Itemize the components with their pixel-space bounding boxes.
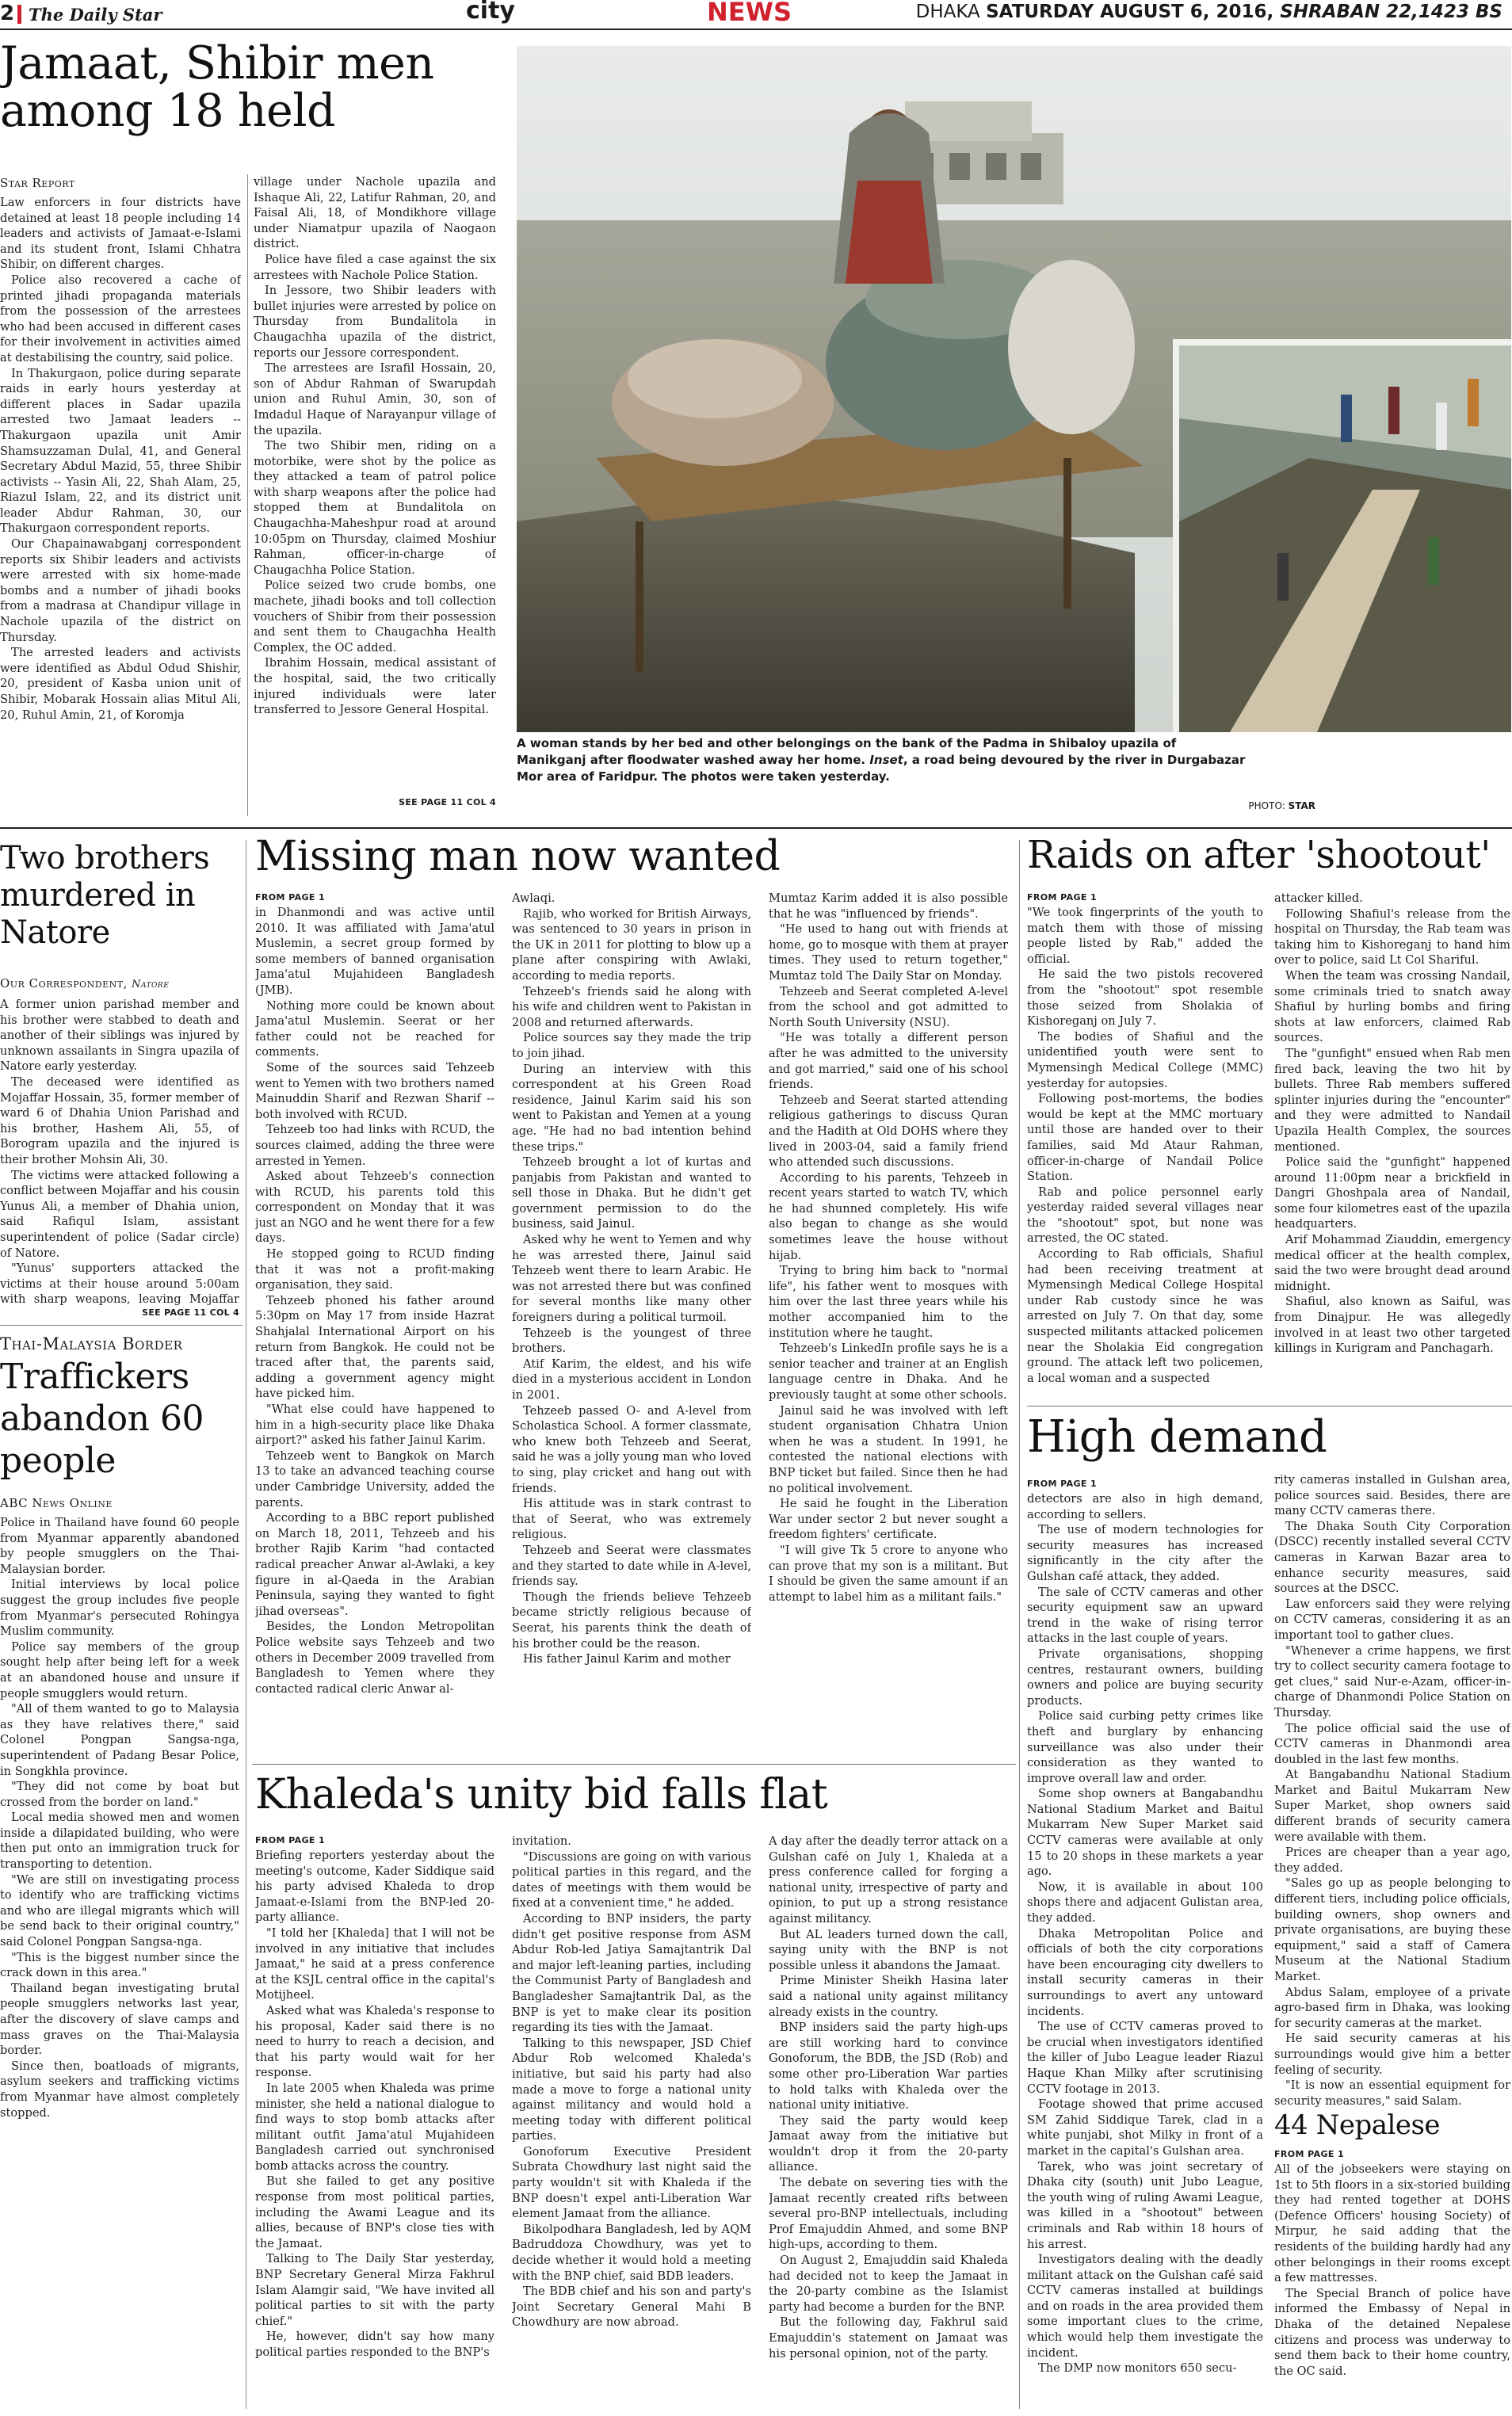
body-paragraph: When the team was crossing Nandail, some criminals tried to snatch away Shafiul by hurling bombs and firing shots at law enforcers, claimed Rab sources. [1274, 968, 1510, 1045]
body-paragraph: Thailand began investigating brutal people smugglers networks last year, after the discovery of slave camps and mass graves on the Thai-Malaysia border. [0, 1981, 239, 2058]
body-paragraph: Tehzeeb's friends said he along with his wife and children went to Pakistan in 2008 and returned afterwards. [512, 984, 751, 1029]
body-paragraph: Police say members of the group sought help after being left for a week at an abandoned house and unsure if people smugglers would return. [0, 1639, 239, 1700]
body-paragraph: Police sources say they made the trip to join jihad. [512, 1031, 751, 1060]
body-paragraph: Briefing reporters yesterday about the meeting's outcome, Kader Siddique said his party advised Khaleda to drop Jamaat-e-Islami from the BNP-led 20-party alliance. [255, 1849, 494, 1925]
khaleda-column-2 [512, 1834, 751, 2410]
brothers-headline: Two brothers murdered in Natore [0, 840, 210, 952]
body-paragraph: In late 2005 when Khaleda was prime minister, she held a national dialogue to find ways to stop bomb attacks after militant outfit Jama'atul Mujahideen Bangladesh carried out synchronised bomb attacks across the country. [255, 2081, 494, 2173]
body-paragraph: Tehzeeb phoned his father around 5:30pm on May 17 from inside Hazrat Shahjalal International Airport on his return from Bangkok. He could not be traced after that, the parents said, adding a government agency might have picked him. [255, 1293, 494, 1401]
dateline-bangla-date: SHRABAN 22,1423 BS [1280, 2, 1502, 22]
body-paragraph: Police have filed a case against the six arrestees with Nachole Police Station. [254, 252, 496, 282]
demand-from-page: FROM PAGE 1 [1027, 1479, 1098, 1489]
missing-column-2 [512, 891, 751, 1759]
body-paragraph: On August 2, Emajuddin said Khaleda had decided not to keep the Jamaat in the 20-party combine as the Islamist party had become a burden for the BNP. [769, 2254, 1008, 2314]
body-paragraph: "It is now an essential equipment for security measures," said Salam. [1274, 2078, 1510, 2108]
jamaat-headline: Jamaat, Shibir men among 18 held [0, 37, 434, 138]
body-paragraph: The deceased were identified as Mojaffar Hossain, 35, former member of ward 6 of Dhahia Union Parishad and his brother, Hashem Ali, 55, of Borogram upazila and the injured is their brother Mohsin Ali, 30. [0, 1074, 239, 1166]
brothers-byline [0, 976, 238, 990]
body-paragraph: Talking to this newspaper, JSD Chief Abdur Rob welcomed Khaleda's initiative, but said his party had also made a move to forge a national unity against militancy and would hold a meeting today with different political parties. [512, 2036, 751, 2143]
body-paragraph: Police seized two crude bombs, one machete, jihadi books and toll collection vouchers of Shibir from their possession and sent them to Chaugachha Health Complex, the OC added. [254, 578, 496, 655]
body-paragraph: Footage showed that prime accused SM Zahid Siddique Tarek, clad in a white punjabi, shot Milky in front of a market in the capital's Gulshan area. [1027, 2097, 1263, 2158]
section-rule [0, 827, 1512, 829]
missing-from-page: FROM PAGE 1 [255, 892, 326, 903]
missing-headline: Missing man now wanted [255, 833, 781, 880]
section-label: city [466, 0, 515, 25]
body-paragraph: According to a BBC report published on March 18, 2011, Tehzeeb and his brother Rajib Karim "had contacted radical preacher Anwar al-Awlaki, a key figure in al-Qaeda in the Arabian Peninsula, saying they wanted to fight jihad overseas". [255, 1511, 494, 1618]
caption-inset-label: Inset [869, 753, 903, 767]
body-paragraph: The Special Branch of police have informed the Embassy of Nepal in Dhaka of the detained Nepalese citizens and process was underway to send them back to their home country, the OC said. [1274, 2286, 1510, 2378]
body-paragraph: He said he fought in the Liberation War under sector 2 but never sought a freedom fighters' certificate. [769, 1497, 1008, 1542]
body-paragraph: Tarek, who was joint secretary of Dhaka city (south) unit Jubo League, the youth wing of ruling Awami League, was killed in a "shootout" between criminals and Rab within 18 hours of his arrest. [1027, 2159, 1263, 2251]
jamaat-column-1 [0, 195, 241, 815]
body-paragraph: rity cameras installed in Gulshan area, police sources said. Besides, there are many CCTV cameras there. [1274, 1473, 1510, 1518]
body-paragraph: Jainul said he was involved with left student organisation Chhatra Union when he was a student. In 1991, he contested the national elections with BNP ticket but failed. Since then he had no political involvement. [769, 1403, 1008, 1495]
body-paragraph: He said the two pistols recovered from the "shootout" spot resemble those seized from Sholakia of Kishoreganj on July 7. [1027, 968, 1263, 1029]
body-paragraph: "Sales go up as people belonging to different tiers, including police officials, building owners, shop owners and private organisations, are buying these equipment," said a staff of Camera Museum at the National Stadium Market. [1274, 1876, 1510, 1983]
body-paragraph: The two Shibir men, riding on a motorbike, were shot by the police as they attacked a team of patrol police with sharp weapons after the police had stopped them at Bundalitola on Chaugachha-Maheshpur road at around 10:05pm on Thursday, claimed Moshiur Rahman, officer-in-charge of Chaugachha Police Station. [254, 439, 496, 577]
dateline-date: SATURDAY AUGUST 6, 2016, [986, 2, 1281, 22]
body-paragraph: Police in Thailand have found 60 people from Myanmar apparently abandoned by people smugglers on the Thai-Malaysian border. [0, 1516, 239, 1576]
body-paragraph: Talking to The Daily Star yesterday, BNP Secretary General Mirza Fakhrul Islam Alamgir said, "We have invited all political parties to sit with the party chief." [255, 2252, 494, 2328]
body-paragraph: "Yunus' supporters attacked the victims at their house around 5:00am with sharp weapons, leaving Mojaffar [0, 1261, 239, 1307]
brothers-byline-name: Our Correspondent, [0, 976, 128, 990]
dateline [916, 2, 1502, 22]
category-label: NEWS [707, 0, 792, 27]
brothers-jump-line: SEE PAGE 11 COL 4 [142, 1307, 239, 1318]
divider [0, 1325, 242, 1326]
raids-column-1 [1027, 905, 1263, 1398]
body-paragraph: Local media showed men and women inside a dilapidated building, who were then put onto an immigration truck for transporting to detention. [0, 1811, 239, 1872]
body-paragraph: Though the friends believe Tehzeeb became strictly religious because of Seerat, his parents think the death of his brother could be the reason. [512, 1590, 751, 1651]
body-paragraph: Police said curbing petty crimes like theft and burglary by enhancing surveillance was also under their consideration as they wanted to improve overall law and order. [1027, 1709, 1263, 1785]
khaleda-column-3 [769, 1834, 1008, 2410]
body-paragraph: According to BNP insiders, the party didn't get positive response from ASM Abdur Rob-led Jatiya Samajtantrik Dal and major left-leaning parties, including the Communist Party of Bangladesh and Bangladesher Samajtantrik Dal, as the BNP is yet to make clear its position regarding its ties with the Jamaat. [512, 1911, 751, 2035]
body-paragraph: Mumtaz Karim added it is also possible that he was "influenced by friends". [769, 891, 1008, 921]
body-paragraph: Arif Mohammad Ziauddin, emergency medical officer at the health complex, said the two were brought dead around midnight. [1274, 1233, 1510, 1293]
body-paragraph: Tehzeeb passed O- and A-level from Scholastica School. A former classmate, who knew both Tehzeeb and Seerat, said he was a jolly young man who loved to sing, play cricket and hang out with friends. [512, 1403, 751, 1495]
body-paragraph: Tehzeeb went to Bangkok on March 13 to take an advanced teaching course under Cambridge University, added the parents. [255, 1448, 494, 1510]
body-paragraph: The sale of CCTV cameras and other security equipment saw an upward trend in the wake of rising terror attacks in the last couple of years. [1027, 1585, 1263, 1646]
jamaat-column-2 [254, 174, 496, 794]
body-paragraph: The DMP now monitors 650 secu- [1038, 2361, 1237, 2376]
body-paragraph: Rajib, who worked for British Airways, was sentenced to 30 years in prison in the UK in 2011 for plotting to blow up a plane after conspiring with Awlaki, according to media reports. [512, 906, 751, 983]
body-paragraph: Initial interviews by local police suggest the group includes five people from Myanmar's persecuted Rohingya Muslim community. [0, 1578, 239, 1639]
body-paragraph: Trying to bring him back to "normal life", his father went to mosques with him over the last three years while his mother accompanied him to the institution where he taught. [769, 1264, 1008, 1340]
body-paragraph: The debate on severing ties with the Jamaat recently created rifts between several pro-BNP intellectuals, including Prof Emajuddin Ahmed, and some BNP high-ups, according to them. [769, 2176, 1008, 2252]
body-paragraph: Ibrahim Hossain, medical assistant of the hospital, said, the two critically injured individuals were later transferred to Jessore General Hospital. [254, 656, 496, 717]
body-paragraph: They said the party would keep Jamaat away from the initiative but wouldn't drop it from the 20-party alliance. [769, 2113, 1008, 2174]
caption-text-a: A woman stands by her bed and other belongings on the bank of the Padma in Shibaloy upazila of Manikganj after floodwater washed away her home. [517, 736, 1177, 767]
body-paragraph: Tehzeeb and Seerat started attending religious gatherings to discuss Quran and the Hadith at Old DOHS where they lived in 2003-04, said a family friend who attended such discussions. [769, 1093, 1008, 1170]
body-paragraph: Awlaqi. [512, 891, 556, 905]
body-paragraph: A day after the deadly terror attack on a Gulshan café on July 1, Khaleda at a press conference called for forging a national unity, irrespective of party and opinion, to put up a strong resistance against militancy. [769, 1834, 1008, 1926]
flood-photo-illustration [517, 46, 1511, 732]
nepalese-from-page: FROM PAGE 1 [1274, 2149, 1345, 2159]
photo-credit-label: PHOTO: [1248, 800, 1289, 811]
body-paragraph: Now, it is available in about 100 shops there and adjacent Gulistan area, they added. [1027, 1880, 1263, 1926]
body-paragraph: He stopped going to RCUD finding that it was not a profit-making organisation, they said. [255, 1247, 494, 1292]
body-paragraph: "They did not come by boat but crossed from the border on land." [0, 1780, 239, 1809]
body-paragraph: But she failed to get any positive response from most political parties, including the Awami League and its allies, because of BNP's close ties with the Jamaat. [255, 2174, 494, 2250]
body-paragraph: In Thakurgaon, police during separate raids in early hours yesterday at different places in Sadar upazila arrested two Jamaat leaders -- Thakurgaon upazila unit Amir Shamsuzzaman Dulal, 41, and General Secretary Abdul Mazid, 55, three Shibir activists -- Yasin Ali, 22, Shah Alam, 25, Riazul Islam, 22, and its district unit leader Abdur Rahman, 30, our Thakurgaon correspondent reports. [0, 366, 241, 536]
body-paragraph: Police also recovered a cache of printed jihadi propaganda materials from the possession of the arrestees who had been accused in different cases for their involvement in activities aimed at destabilising the country, said police. [0, 273, 241, 364]
body-paragraph: "Whenever a crime happens, we first try to collect security camera footage to get clues," said Nur-e-Azam, officer-in-charge of Dhanmondi Police Station on Thursday. [1274, 1643, 1510, 1719]
column-divider [1019, 840, 1020, 2409]
body-paragraph: The arrested leaders and activists were identified as Abdul Odud Shishir, 20, president of Kasba union unit of Shibir, Mobarak Hossain alias Mitul Ali, 20, Ruhul Amin, 21, of Koromja [0, 646, 241, 722]
body-paragraph: Investigators dealing with the deadly militant attack on the Gulshan café said CCTV cameras installed at buildings and on roads in the area provided them some important clues to the crime, which would help them investigate the incident. [1027, 2253, 1263, 2360]
demand-column-1 [1027, 1491, 1263, 2410]
body-paragraph: "All of them wanted to go to Malaysia as they have relatives there," said Colonel Pongpan Sangsa-nga, superintendent of Padang Besar Police, in Songkhla province. [0, 1702, 239, 1778]
body-paragraph: Besides, the London Metropolitan Police website says Tehzeeb and two others in December 2009 travelled from Bangladesh to Yemen where they contacted radical cleric Anwar al- [255, 1620, 494, 1696]
body-paragraph: Some shop owners at Bangabandhu National Stadium Market and Baitul Mukarram New Super Market said CCTV cameras were available at only 15 to 20 shops in these markets a year ago. [1027, 1787, 1263, 1879]
body-paragraph: The use of CCTV cameras proved to be crucial when investigators identified the killer of Jubo League leader Riazul Haque Khan Milky after scrutinising CCTV footage in 2013. [1027, 2020, 1263, 2096]
body-paragraph: The use of modern technologies for security measures has increased significantly in the city after the Gulshan café attack, they added. [1027, 1523, 1263, 1583]
body-paragraph: But the following day, Fakhrul said Emajuddin's statement on Jamaat was his personal opinion, not of the party. [769, 2315, 1008, 2361]
traffickers-byline: ABC News Online [0, 1496, 113, 1510]
masthead-rule [0, 29, 1512, 30]
khaleda-headline: Khaleda's unity bid falls flat [255, 1771, 828, 1819]
jamaat-jump-line: SEE PAGE 11 COL 4 [399, 797, 496, 807]
demand-headline: High demand [1027, 1411, 1327, 1463]
nepalese-body [1274, 2162, 1510, 2410]
photo-credit [1236, 800, 1315, 811]
body-paragraph: Law enforcers said they were relying on CCTV cameras, considering it as an important tool to gather clues. [1274, 1597, 1510, 1642]
body-paragraph: Since then, boatloads of migrants, asylum seekers and trafficking victims from Myanmar have almost completely stopped. [0, 2059, 239, 2120]
body-paragraph: Asked about Tehzeeb's connection with RCUD, his parents told this correspondent on Monday that it was just an NGO and he went there for a few days. [255, 1170, 494, 1246]
body-paragraph: detectors are also in high demand, according to sellers. [1027, 1492, 1263, 1521]
body-paragraph: in Dhanmondi and was active until 2010. It was affiliated with Jama'atul Muslemin, a secret group formed by some members of banned organisation Jama'atul Mujahideen Bangladesh (JMB). [255, 906, 494, 997]
divider [252, 1764, 1016, 1765]
body-paragraph: "What else could have happened to him in a high-security place like Dhaka airport?" asked his father Jainul Karim. [255, 1403, 494, 1448]
traffickers-headline: Traffickers abandon 60 people [0, 1357, 204, 1481]
body-paragraph: Some of the sources said Tehzeeb went to Yemen with two brothers named Mainuddin Sharif and Rezwan Sharif -- both involved with RCUD. [255, 1060, 494, 1121]
body-paragraph: Tehzeeb too had links with RCUD, the sources claimed, adding the three were arrested in Yemen. [255, 1123, 494, 1168]
body-paragraph: Atif Karim, the eldest, and his wife died in a mysterious accident in London in 2001. [512, 1357, 751, 1402]
body-paragraph: "I told her [Khaleda] that I will not be involved in any initiative that includes Jamaat," he said at a press conference at the KSJL central office in the capital's Motijheel. [255, 1926, 494, 2002]
paper-name: The Daily Star [29, 5, 162, 25]
nepalese-headline: 44 Nepalese [1274, 2109, 1441, 2141]
khaleda-column-1 [255, 1848, 494, 2410]
body-paragraph: attacker killed. [1274, 891, 1363, 905]
body-paragraph: The "gunfight" ensued when Rab men fired back, leaving the two hit by bullets. Three Rab members suffered splinter injuries during the "encounter" and they were admitted to Nandail Upazila Health Complex, the sources mentioned. [1274, 1046, 1510, 1154]
body-paragraph: Tehzeeb and Seerat completed A-level from the school and got admitted to North South University (NSU). [769, 984, 1008, 1029]
body-paragraph: Tehzeeb and Seerat were classmates and they started to date while in A-level, friends say. [512, 1543, 751, 1589]
body-paragraph: Law enforcers in four districts have detained at least 18 people including 14 leaders and activists of Jamaat-e-Islami and its student front, Islami Chhatra Shibir, on different charges. [0, 196, 241, 272]
body-paragraph: At Bangabandhu National Stadium Market and Baitul Mukarram New Super Market, shop owners said different brands of security camera were available with them. [1274, 1768, 1510, 1844]
body-paragraph: "We took fingerprints of the youth to match them with those of missing people listed by Rab," added the official. [1027, 906, 1263, 966]
brothers-body [0, 997, 239, 1307]
page-number: 2 [0, 2, 15, 25]
body-paragraph: Our Chapainawabganj correspondent reports six Shibir leaders and activists were arrested with six home-made bombs and a number of jihadi books from a madrasa at Chandipur village in Nachole upazila of the district on Thursday. [0, 537, 241, 644]
photo-credit-name: STAR [1288, 800, 1315, 811]
body-paragraph: Police said the "gunfight" happened around 11:00pm near a brickfield in Dangri Ghoshpala area of Nandail, some four kilometres east of the upazila headquarters. [1274, 1155, 1510, 1231]
body-paragraph: The victims were attacked following a conflict between Mojaffar and his cousin Yunus Ali, a member of Dhahia union, said Rafiqul Islam, assistant superintendent of police (Sadar circle) of Natore. [0, 1168, 239, 1260]
body-paragraph: "He used to hang out with friends at home, go to mosque with them at prayer times. They used to return together," Mumtaz told The Daily Star on Monday. [769, 922, 1008, 983]
raids-column-2 [1274, 891, 1510, 1398]
body-paragraph: Abdus Salam, employee of a private agro-based firm in Dhaka, was looking for security cameras at the market. [1274, 1985, 1510, 2030]
body-paragraph: "I will give Tk 5 crore to anyone who can prove that my son is a militant. But I should be given the same amount if an attempt to label him as a militant fails." [769, 1543, 1008, 1604]
missing-column-3 [769, 891, 1008, 1759]
body-paragraph: Tehzeeb brought a lot of kurtas and panjabis from Pakistan and wanted to sell those in Dhaka. But he didn't get government permission to do the business, said Jainul. [512, 1155, 751, 1231]
body-paragraph: The bodies of Shafiul and the unidentified youth were sent to Mymensingh Medical College (MMC) yesterday for autopsies. [1027, 1029, 1263, 1090]
photo-caption [517, 735, 1246, 785]
body-paragraph: "We are still on investigating process to identify who are trafficking victims and who are illegal migrants which will be send back to their original country," said Colonel Pongpan Sangsa-nga. [0, 1872, 239, 1949]
body-paragraph: He said security cameras at his surroundings would give him a better feeling of security. [1274, 2032, 1510, 2077]
body-paragraph: A former union parishad member and his brother were stabbed to death and another of their siblings was injured by unknown assailants in Singra upazila of Natore early yesterday. [0, 998, 239, 1074]
raids-headline: Raids on after 'shootout' [1027, 833, 1491, 877]
caption-text-b: , a road being devoured by the river in Durgabazar Mor area of Faridpur. The photos were taken yesterday. [517, 753, 1246, 784]
body-paragraph: Bikolpodhara Bangladesh, led by AQM Badruddoza Chowdhury, was yet to decide whether it would hold a meeting with the BNP chief, said BDB leaders. [512, 2222, 751, 2283]
masthead [0, 0, 1512, 27]
khaleda-from-page: FROM PAGE 1 [255, 1835, 326, 1845]
body-paragraph: Private organisations, shopping centres, restaurant owners, building owners and police are buying security products. [1027, 1647, 1263, 1708]
raids-from-page: FROM PAGE 1 [1027, 892, 1098, 903]
body-paragraph: Following post-mortems, the bodies would be kept at the MMC mortuary until those are handed over to their families, said Md Ataur Rahman, officer-in-charge of Nandail Police Station. [1027, 1092, 1263, 1184]
body-paragraph: The arrestees are Israfil Hossain, 20, son of Abdur Rahman of Swarupdah union and Ruhul Amin, 30, son of Imdadul Haque of Narayanpur village of the upazila. [254, 361, 496, 437]
body-paragraph: All of the jobseekers were staying on 1st to 5th floors in a six-storied building they had rented together at DOHS (Defence Officers' housing Society) of Mirpur, he said adding that the residents of the building hardly had any other belongings in their rooms except a few mattresses. [1274, 2162, 1510, 2285]
body-paragraph: "Discussions are going on with various political parties in this regard, and the dates of meetings with them would be fixed at a convenient time," he added. [512, 1849, 751, 1910]
body-paragraph: The police official said the use of CCTV cameras in Dhanmondi area doubled in the last few months. [1274, 1721, 1510, 1766]
traffickers-kicker: Thai-Malaysia Border [0, 1334, 183, 1353]
missing-column-1 [255, 905, 494, 1759]
body-paragraph: Rab and police personnel early yesterday raided several villages near the "shootout" spot, but none was arrested, the OC stated. [1027, 1185, 1263, 1246]
flood-photo [517, 46, 1511, 732]
body-paragraph: BNP insiders said the party high-ups are still working hard to convince Gonoforum, the BDB, the JSD (Rob) and some other pro-Liberation War parties to hold talks with Khaleda over the national unity initiative. [769, 2021, 1008, 2113]
body-paragraph: Prime Minister Sheikh Hasina later said a national unity against militancy already exists in the country. [769, 1974, 1008, 2019]
body-paragraph: His father Jainul Karim and mother [523, 1652, 731, 1666]
body-paragraph: Tehzeeb's LinkedIn profile says he is a senior teacher and trainer at an English language centre in Dhaka. And he previously taught at some other schools. [769, 1342, 1008, 1402]
body-paragraph: According to his parents, Tehzeeb in recent years started to watch TV, which he had shunned completely. His wife also began to change as she would sometimes leave the house without hijab. [769, 1170, 1008, 1262]
body-paragraph: The Dhaka South City Corporation (DSCC) recently installed several CCTV cameras in Karwan Bazar area to enhance security measures, said sources at the DSCC. [1274, 1519, 1510, 1596]
column-divider [247, 174, 248, 816]
body-paragraph: Gonoforum Executive President Subrata Chowdhury last night said the party wouldn't sit with Khaleda if the BNP doesn't expel anti-Liberation War element Jamaat from the alliance. [512, 2144, 751, 2221]
body-paragraph: Prices are cheaper than a year ago, they added. [1274, 1845, 1510, 1875]
traffickers-body [0, 1515, 239, 2410]
body-paragraph: Asked what was Khaleda's response to his proposal, Kader said there is no need to hurry to reach a decision, and that his party would wait for her response. [255, 2003, 494, 2080]
body-paragraph: His attitude was in stark contrast to that of Seerat, who was extremely religious. [512, 1497, 751, 1542]
body-paragraph: Tehzeeb is the youngest of three brothers. [512, 1326, 751, 1356]
body-paragraph: During an interview with this correspondent at his Green Road residence, Jainul Karim said his son went to Pakistan and Yemen at a young age. "He had no bad intention behind these trips." [512, 1062, 751, 1154]
body-paragraph: Asked why he went to Yemen and why he was arrested there, Jainul said Tehzeeb went there to learn Arabic. He was not arrested there but was confined for several months like many other foreigners during a political turmoil. [512, 1233, 751, 1325]
demand-column-2 [1274, 1472, 1510, 2108]
body-paragraph: He, however, didn't say how many political parties responded to the BNP's [255, 2330, 494, 2359]
masthead-red-bar [17, 5, 21, 24]
body-paragraph: In Jessore, two Shibir leaders with bullet injuries were arrested by police on Thursday from Bundalitola in Chaugachha upazila of the district, reports our Jessore correspondent. [254, 284, 496, 360]
body-paragraph: "This is the biggest number since the crack down in this area." [0, 1950, 239, 1980]
body-paragraph: "He was totally a different person after he was admitted to the university and got married," said one of his school friends. [769, 1031, 1008, 1092]
brothers-byline-place: Natore [132, 979, 170, 990]
body-paragraph: The BDB chief and his son and party's Joint Secretary General Mahi B Chowdhury are now abroad. [512, 2284, 751, 2330]
body-paragraph: Dhaka Metropolitan Police and officials of both the city corporations have been encouraging city dwellers to install security cameras in their surroundings to avert any untoward incidents. [1027, 1926, 1263, 2018]
body-paragraph: According to Rab officials, Shafiul had been receiving treatment at Mymensingh Medical College Hospital under Rab custody since he was arrested on July 7. On that day, some suspected militants attacked policemen near the Sholakia Eid congregation ground. The attack left two policemen, a local woman and a suspected [1027, 1247, 1263, 1385]
body-paragraph: Nothing more could be known about Jama'atul Muslemin. Seerat or her father could not be reached for comments. [255, 998, 494, 1059]
body-paragraph: village under Nachole upazila and Ishaque Ali, 22, Latifur Rahman, 20, and Faisal Ali, 18, of Mondikhore village under Niamatpur upazila of Naogaon district. [254, 175, 496, 251]
dateline-place: DHAKA [915, 2, 987, 22]
body-paragraph: invitation. [512, 1834, 571, 1848]
body-paragraph: Following Shafiul's release from the hospital on Thursday, the Rab team was taking him to Kishoreganj to hand him over to police, said Lt Col Shariful. [1274, 906, 1510, 968]
body-paragraph: But AL leaders turned down the call, saying unity with the BNP is not possible unless it abandons the Jamaat. [769, 1927, 1008, 1972]
jamaat-byline: Star Report [0, 176, 75, 190]
body-paragraph: Shafiul, also known as Saiful, was from Dinajpur. He was allegedly involved in at least two other targeted killings in Kurigram and Panchagarh. [1274, 1295, 1510, 1356]
